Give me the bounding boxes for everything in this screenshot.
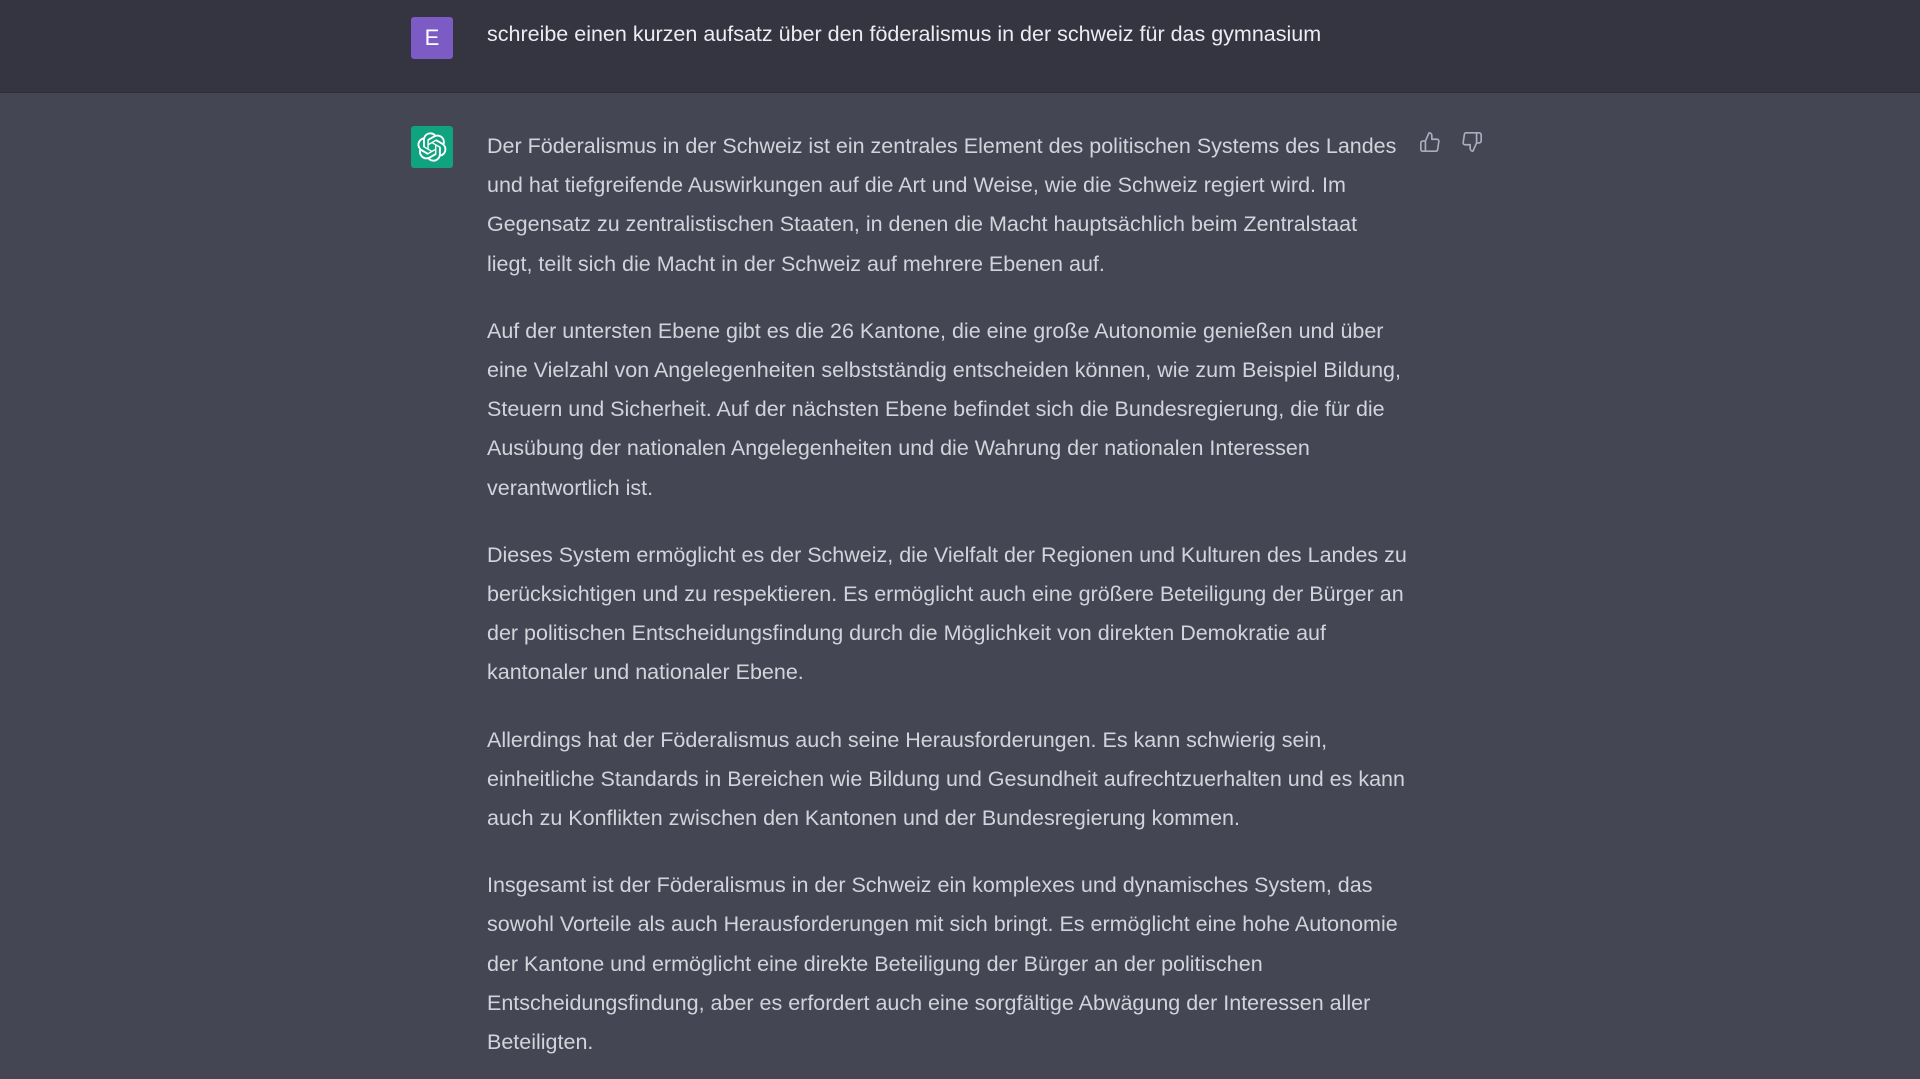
thumbs-up-icon [1419,131,1441,153]
paragraph: Insgesamt ist der Föderalismus in der Schweiz ein komplexes und dynamisches System, das sowohl Vorteile als auch Herausforderungen mit sich bringt. Es ermöglicht eine hohe Autonomie der Kantone und ermöglicht eine direkte Beteiligung der Bürger an der politischen Entscheidungsfindung, aber es erfordert auch eine sorgfältige Abwägung der Interessen aller Beteiligten. [487,873,1398,1055]
feedback-buttons [1418,130,1484,154]
paragraph: Der Föderalismus in der Schweiz ist ein zentrales Element des politischen Systems des Landes und hat tiefgreifende Auswirkungen auf die Art und Weise, wie die Schweiz regiert wird. Im Gegensatz zu zentralistischen Staaten, in denen die Macht hauptsächlich beim Zentralstaat liegt, teilt sich die Macht in der Schweiz auf mehrere Ebenen auf. [487,134,1397,276]
thumbs-down-button[interactable] [1460,130,1484,154]
assistant-message-text [487,127,1407,1079]
user-message-text: schreibe einen kurzen aufsatz über den föderalismus in der schweiz für das gymnasium [487,22,1322,46]
paragraph: Auf der untersten Ebene gibt es die 26 Kantone, die eine große Autonomie genießen und über eine Vielzahl von Angelegenheiten selbstständig entscheiden können, wie zum Beispiel Bildung, Steuern und Sicherheit. Auf der nächsten Ebene befindet sich die Bundesregierung, die für die Ausübung der nationalen Angelegenheiten und die Wahrung der nationalen Interessen verantwortlich ist. [487,318,1401,500]
openai-logo-icon [417,132,447,162]
thumbs-up-button[interactable] [1418,130,1442,154]
assistant-message-row [0,93,1920,1079]
user-avatar: E [411,17,453,59]
user-message-row [0,0,1920,93]
paragraph: Dieses System ermöglicht es der Schweiz, die Vielfalt der Regionen und Kulturen des Landes zu berücksichtigen und zu respektieren. Es ermöglicht auch eine größere Beteiligung der Bürger an der politischen Entscheidungsfindung durch die Möglichkeit von direkten Demokratie auf kantonaler und nationaler Ebene. [487,542,1407,685]
thumbs-down-icon [1461,131,1483,153]
paragraph: Allerdings hat der Föderalismus auch seine Herausforderungen. Es kann schwierig sein, einheitliche Standards in Bereichen wie Bildung und Gesundheit aufrechtzuerhalten und es kann auch zu Konflikten zwischen den Kantonen und der Bundesregierung kommen. [487,727,1405,831]
assistant-avatar [411,126,453,168]
